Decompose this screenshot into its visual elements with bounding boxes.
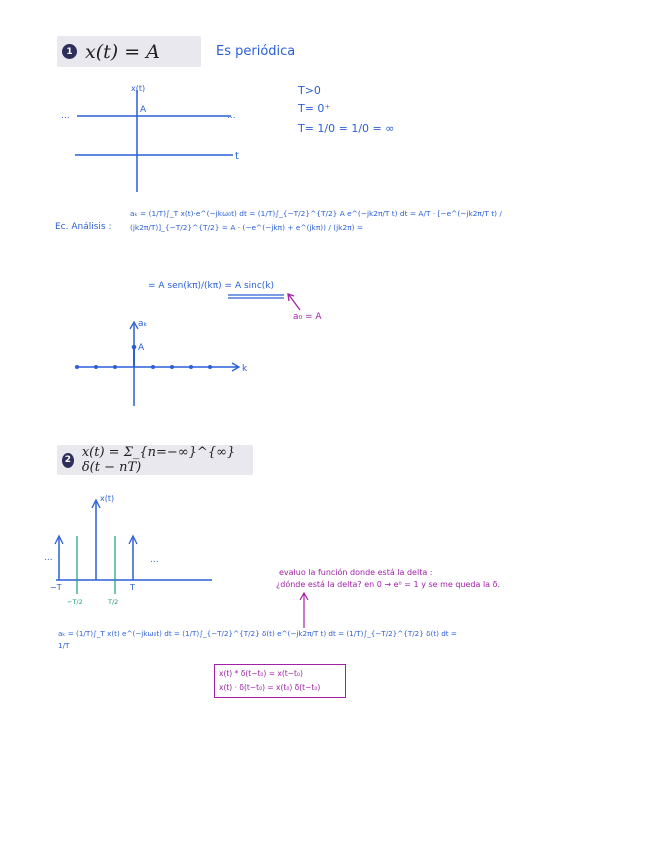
spectrum-y-label: aₖ — [138, 319, 148, 329]
section-2-analysis-equation: aₖ = (1/T)∫_T x(t) e^(−jkω₀t) dt = (1/T)∫_{−T/2}^{T/2} δ(t) e^(−jk2π/T t) dt = (1/T)∫_{−T/2}^{T/2} δ(t) dt = 1/T — [58, 629, 457, 650]
section-1-number: 1 — [62, 44, 77, 59]
graph1-y-label: x(t) — [131, 84, 146, 93]
spectrum-point-label: A — [138, 343, 145, 353]
graph1-level-label: A — [140, 105, 147, 115]
a0-arrow — [284, 290, 306, 312]
delta-note-line-2: ¿dónde está la delta? en 0 → e⁰ = 1 y se me queda la δ. — [276, 580, 501, 589]
periodic-note: Es periódica — [216, 44, 296, 59]
properties-box — [214, 664, 346, 698]
section-2-number: 2 — [62, 453, 74, 468]
analysis-equation: aₖ = (1/T)∫_T x(t)·e^(−jkω₀t) dt = (1/T)∫_{−T/2}^{T/2} A e^(−jk2π/T t) dt = A/T · [−e^(−jk2π/T t) / (jk2π/T)]_{−T/2}^{T/2} = A · (−e^(−jkπ) + e^(jkπ)) / (jk2π) = — [130, 209, 502, 232]
section-2-equation: x(t) = Σ_{n=−∞}^{∞} δ(t − nT) — [81, 445, 236, 475]
graph2-y-label: x(t) — [100, 494, 115, 503]
period-line-2: T= 0⁺ — [298, 102, 331, 115]
spectrum-graph — [68, 316, 258, 411]
graph2-dots-left: ... — [44, 553, 53, 563]
section-1-header — [57, 36, 201, 67]
property-product: x(t) · δ(t−t₀) = x(t₀) δ(t−t₀) — [219, 683, 321, 692]
graph2-tick-half: T/2 — [108, 598, 119, 606]
period-line-3: T= 1/0 = 1/0 = ∞ — [298, 122, 395, 135]
graph1-x-label: t — [235, 151, 239, 162]
constant-signal-graph — [55, 80, 255, 200]
graph1-dots-left: ... — [61, 111, 70, 121]
graph2-tick-t: T — [130, 583, 135, 592]
section-1-equation: x(t) = A — [85, 40, 160, 63]
delta-note-line-1: evaluo la función donde está la delta : — [279, 568, 433, 577]
result-equation: = A sen(kπ)/(kπ) = A sinc(k) — [148, 281, 275, 291]
graph2-dots-right: ... — [150, 555, 159, 565]
section-2-header — [57, 445, 253, 475]
period-line-1: T>0 — [298, 84, 321, 97]
delta-note-arrow — [296, 590, 312, 632]
analysis-label: Ec. Análisis : — [55, 222, 112, 232]
graph2-tick-neg-half: −T/2 — [67, 598, 83, 606]
spectrum-x-label: k — [242, 364, 248, 374]
impulse-train-graph — [40, 490, 220, 608]
graph2-tick-neg-t: −T — [50, 583, 62, 592]
a0-note: a₀ = A — [293, 312, 322, 322]
property-convolution: x(t) * δ(t−t₀) = x(t−t₀) — [219, 669, 303, 678]
graph1-dots-right: ... — [227, 111, 236, 121]
result-underline — [228, 293, 288, 301]
